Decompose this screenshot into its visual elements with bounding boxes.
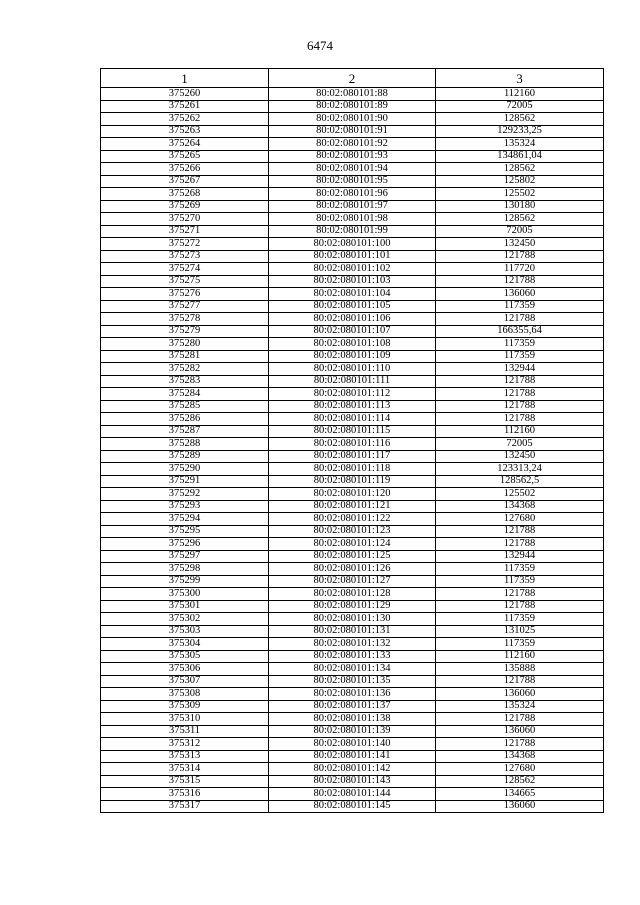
cell-value: 132450	[436, 450, 604, 463]
table-row	[101, 750, 604, 763]
cell-number: 375301	[101, 600, 269, 613]
cell-number: 375311	[101, 725, 269, 738]
cell-cadastral-id: 80:02:080101:107	[269, 325, 436, 338]
cell-cadastral-id: 80:02:080101:131	[269, 625, 436, 638]
cell-cadastral-id: 80:02:080101:95	[269, 175, 436, 188]
table-row	[101, 588, 604, 601]
table-row	[101, 713, 604, 726]
table-row	[101, 338, 604, 351]
cell-cadastral-id: 80:02:080101:105	[269, 300, 436, 313]
cell-cadastral-id: 80:02:080101:114	[269, 413, 436, 426]
cell-cadastral-id: 80:02:080101:94	[269, 163, 436, 176]
cell-value: 135324	[436, 700, 604, 713]
cell-value: 121788	[436, 413, 604, 426]
cell-number: 375287	[101, 425, 269, 438]
cell-number: 375293	[101, 500, 269, 513]
cell-number: 375281	[101, 350, 269, 363]
cell-value: 131025	[436, 625, 604, 638]
cell-cadastral-id: 80:02:080101:91	[269, 125, 436, 138]
table-row	[101, 738, 604, 751]
cell-number: 375295	[101, 525, 269, 538]
cell-cadastral-id: 80:02:080101:104	[269, 288, 436, 301]
table-row	[101, 788, 604, 801]
cell-number: 375275	[101, 275, 269, 288]
table-row	[101, 88, 604, 101]
cell-value: 121788	[436, 313, 604, 326]
cell-value: 134861,04	[436, 150, 604, 163]
table-body	[101, 88, 604, 813]
cell-value: 134368	[436, 750, 604, 763]
table-row	[101, 150, 604, 163]
table-row	[101, 113, 604, 126]
cell-number: 375264	[101, 138, 269, 151]
cell-cadastral-id: 80:02:080101:115	[269, 425, 436, 438]
cell-cadastral-id: 80:02:080101:120	[269, 488, 436, 501]
cell-value: 123313,24	[436, 463, 604, 476]
table-row	[101, 763, 604, 776]
table-row	[101, 125, 604, 138]
cell-value: 125802	[436, 175, 604, 188]
table-row	[101, 675, 604, 688]
table-row	[101, 638, 604, 651]
cell-value: 132944	[436, 363, 604, 376]
table-row	[101, 625, 604, 638]
cell-value: 129233,25	[436, 125, 604, 138]
cell-cadastral-id: 80:02:080101:124	[269, 538, 436, 551]
cell-number: 375299	[101, 575, 269, 588]
cell-cadastral-id: 80:02:080101:99	[269, 225, 436, 238]
cell-cadastral-id: 80:02:080101:138	[269, 713, 436, 726]
cell-cadastral-id: 80:02:080101:109	[269, 350, 436, 363]
table-row	[101, 313, 604, 326]
cell-number: 375269	[101, 200, 269, 213]
cell-number: 375310	[101, 713, 269, 726]
cell-value: 132450	[436, 238, 604, 251]
table-row	[101, 500, 604, 513]
page-number: 6474	[307, 38, 333, 53]
cell-cadastral-id: 80:02:080101:143	[269, 775, 436, 788]
cell-cadastral-id: 80:02:080101:103	[269, 275, 436, 288]
table-row	[101, 350, 604, 363]
cell-value: 135324	[436, 138, 604, 151]
cell-number: 375266	[101, 163, 269, 176]
cell-number: 375291	[101, 475, 269, 488]
cell-value: 132944	[436, 550, 604, 563]
cell-value: 121788	[436, 588, 604, 601]
cell-cadastral-id: 80:02:080101:97	[269, 200, 436, 213]
cell-value: 136060	[436, 725, 604, 738]
cell-number: 375300	[101, 588, 269, 601]
table-row	[101, 550, 604, 563]
cell-cadastral-id: 80:02:080101:102	[269, 263, 436, 276]
table-row	[101, 300, 604, 313]
cell-value: 121788	[436, 400, 604, 413]
table-row	[101, 250, 604, 263]
table-row	[101, 688, 604, 701]
cell-cadastral-id: 80:02:080101:111	[269, 375, 436, 388]
cell-value: 121788	[436, 525, 604, 538]
column-header-1: 1	[101, 69, 269, 88]
cell-cadastral-id: 80:02:080101:117	[269, 450, 436, 463]
cell-cadastral-id: 80:02:080101:129	[269, 600, 436, 613]
cell-value: 136060	[436, 800, 604, 813]
table-row	[101, 275, 604, 288]
cell-value: 121788	[436, 600, 604, 613]
cell-number: 375304	[101, 638, 269, 651]
cell-cadastral-id: 80:02:080101:141	[269, 750, 436, 763]
cell-number: 375290	[101, 463, 269, 476]
table-row	[101, 575, 604, 588]
cell-cadastral-id: 80:02:080101:122	[269, 513, 436, 526]
cell-value: 128562	[436, 775, 604, 788]
cell-number: 375312	[101, 738, 269, 751]
table-row	[101, 188, 604, 201]
cell-value: 121788	[436, 675, 604, 688]
cell-cadastral-id: 80:02:080101:98	[269, 213, 436, 226]
cell-cadastral-id: 80:02:080101:110	[269, 363, 436, 376]
table-row	[101, 475, 604, 488]
cell-value: 128562	[436, 213, 604, 226]
cell-cadastral-id: 80:02:080101:93	[269, 150, 436, 163]
cell-number: 375271	[101, 225, 269, 238]
cell-number: 375284	[101, 388, 269, 401]
cell-number: 375289	[101, 450, 269, 463]
cell-value: 117720	[436, 263, 604, 276]
cell-number: 375268	[101, 188, 269, 201]
cell-number: 375288	[101, 438, 269, 451]
cell-number: 375276	[101, 288, 269, 301]
cell-value: 121788	[436, 713, 604, 726]
cell-value: 117359	[436, 300, 604, 313]
cell-value: 112160	[436, 88, 604, 101]
cell-value: 135888	[436, 663, 604, 676]
cell-cadastral-id: 80:02:080101:128	[269, 588, 436, 601]
cell-number: 375314	[101, 763, 269, 776]
cell-cadastral-id: 80:02:080101:90	[269, 113, 436, 126]
cell-number: 375260	[101, 88, 269, 101]
cell-number: 375272	[101, 238, 269, 251]
cell-number: 375302	[101, 613, 269, 626]
cell-value: 127680	[436, 513, 604, 526]
cell-number: 375282	[101, 363, 269, 376]
cell-number: 375265	[101, 150, 269, 163]
table-row	[101, 325, 604, 338]
cell-value: 134665	[436, 788, 604, 801]
cell-number: 375261	[101, 100, 269, 113]
cell-cadastral-id: 80:02:080101:134	[269, 663, 436, 676]
cell-value: 117359	[436, 613, 604, 626]
cell-cadastral-id: 80:02:080101:135	[269, 675, 436, 688]
cell-value: 121788	[436, 388, 604, 401]
cell-cadastral-id: 80:02:080101:112	[269, 388, 436, 401]
cell-number: 375303	[101, 625, 269, 638]
data-table	[100, 68, 604, 813]
cell-number: 375307	[101, 675, 269, 688]
table-row	[101, 563, 604, 576]
cell-cadastral-id: 80:02:080101:136	[269, 688, 436, 701]
cell-value: 125502	[436, 488, 604, 501]
cell-number: 375316	[101, 788, 269, 801]
cell-cadastral-id: 80:02:080101:145	[269, 800, 436, 813]
cell-value: 121788	[436, 250, 604, 263]
cell-cadastral-id: 80:02:080101:96	[269, 188, 436, 201]
cell-number: 375286	[101, 413, 269, 426]
table-row	[101, 700, 604, 713]
column-header-3: 3	[436, 69, 604, 88]
cell-cadastral-id: 80:02:080101:113	[269, 400, 436, 413]
cell-number: 375279	[101, 325, 269, 338]
cell-value: 117359	[436, 350, 604, 363]
cell-number: 375277	[101, 300, 269, 313]
cell-cadastral-id: 80:02:080101:132	[269, 638, 436, 651]
cell-number: 375278	[101, 313, 269, 326]
cell-number: 375274	[101, 263, 269, 276]
cell-cadastral-id: 80:02:080101:121	[269, 500, 436, 513]
table-row	[101, 650, 604, 663]
header-row	[101, 69, 604, 88]
table-row	[101, 213, 604, 226]
cell-value: 127680	[436, 763, 604, 776]
table-row	[101, 525, 604, 538]
cell-number: 375317	[101, 800, 269, 813]
table-row	[101, 425, 604, 438]
cell-value: 128562	[436, 163, 604, 176]
cell-value: 117359	[436, 638, 604, 651]
table-row	[101, 138, 604, 151]
cell-cadastral-id: 80:02:080101:127	[269, 575, 436, 588]
table-row	[101, 800, 604, 813]
column-header-2: 2	[269, 69, 436, 88]
cell-value: 117359	[436, 338, 604, 351]
cell-cadastral-id: 80:02:080101:126	[269, 563, 436, 576]
cell-number: 375296	[101, 538, 269, 551]
cell-number: 375283	[101, 375, 269, 388]
table-row	[101, 663, 604, 676]
cell-value: 121788	[436, 275, 604, 288]
cell-number: 375270	[101, 213, 269, 226]
cell-cadastral-id: 80:02:080101:125	[269, 550, 436, 563]
cell-value: 112160	[436, 650, 604, 663]
table-row	[101, 288, 604, 301]
cell-number: 375315	[101, 775, 269, 788]
table-row	[101, 175, 604, 188]
cell-value: 121788	[436, 538, 604, 551]
cell-value: 166355,64	[436, 325, 604, 338]
cell-number: 375267	[101, 175, 269, 188]
cell-number: 375280	[101, 338, 269, 351]
table-row	[101, 400, 604, 413]
table-header	[101, 69, 604, 88]
cell-number: 375309	[101, 700, 269, 713]
table-row	[101, 513, 604, 526]
cell-cadastral-id: 80:02:080101:101	[269, 250, 436, 263]
cell-number: 375285	[101, 400, 269, 413]
cell-value: 117359	[436, 563, 604, 576]
table-row	[101, 450, 604, 463]
cell-value: 125502	[436, 188, 604, 201]
cell-value: 128562	[436, 113, 604, 126]
cell-value: 128562,5	[436, 475, 604, 488]
cell-number: 375294	[101, 513, 269, 526]
cell-cadastral-id: 80:02:080101:88	[269, 88, 436, 101]
table-row	[101, 600, 604, 613]
cell-cadastral-id: 80:02:080101:100	[269, 238, 436, 251]
cell-cadastral-id: 80:02:080101:123	[269, 525, 436, 538]
cell-value: 130180	[436, 200, 604, 213]
cell-cadastral-id: 80:02:080101:118	[269, 463, 436, 476]
table-row	[101, 163, 604, 176]
cell-number: 375306	[101, 663, 269, 676]
cell-value: 134368	[436, 500, 604, 513]
table-row	[101, 725, 604, 738]
cell-cadastral-id: 80:02:080101:89	[269, 100, 436, 113]
table-row	[101, 263, 604, 276]
table-row	[101, 200, 604, 213]
cell-cadastral-id: 80:02:080101:140	[269, 738, 436, 751]
cell-cadastral-id: 80:02:080101:142	[269, 763, 436, 776]
table-row	[101, 225, 604, 238]
table-row	[101, 100, 604, 113]
cell-value: 121788	[436, 375, 604, 388]
cell-value: 72005	[436, 225, 604, 238]
table-row	[101, 438, 604, 451]
table-row	[101, 375, 604, 388]
cell-value: 136060	[436, 688, 604, 701]
cell-value: 121788	[436, 738, 604, 751]
cell-number: 375292	[101, 488, 269, 501]
cell-number: 375262	[101, 113, 269, 126]
cell-cadastral-id: 80:02:080101:137	[269, 700, 436, 713]
cell-number: 375273	[101, 250, 269, 263]
cell-cadastral-id: 80:02:080101:106	[269, 313, 436, 326]
table-row	[101, 238, 604, 251]
cell-value: 117359	[436, 575, 604, 588]
cell-cadastral-id: 80:02:080101:108	[269, 338, 436, 351]
cell-number: 375263	[101, 125, 269, 138]
cell-cadastral-id: 80:02:080101:139	[269, 725, 436, 738]
table-row	[101, 463, 604, 476]
cell-cadastral-id: 80:02:080101:144	[269, 788, 436, 801]
table-row	[101, 613, 604, 626]
table-row	[101, 413, 604, 426]
cell-cadastral-id: 80:02:080101:133	[269, 650, 436, 663]
table-row	[101, 538, 604, 551]
cell-number: 375305	[101, 650, 269, 663]
cell-value: 112160	[436, 425, 604, 438]
cell-cadastral-id: 80:02:080101:130	[269, 613, 436, 626]
cell-value: 72005	[436, 438, 604, 451]
cell-number: 375297	[101, 550, 269, 563]
cell-cadastral-id: 80:02:080101:116	[269, 438, 436, 451]
cell-value: 72005	[436, 100, 604, 113]
table-row	[101, 388, 604, 401]
table-row	[101, 775, 604, 788]
cell-cadastral-id: 80:02:080101:92	[269, 138, 436, 151]
table-row	[101, 488, 604, 501]
cell-number: 375308	[101, 688, 269, 701]
table-row	[101, 363, 604, 376]
cell-number: 375298	[101, 563, 269, 576]
cell-value: 136060	[436, 288, 604, 301]
cell-number: 375313	[101, 750, 269, 763]
cell-cadastral-id: 80:02:080101:119	[269, 475, 436, 488]
